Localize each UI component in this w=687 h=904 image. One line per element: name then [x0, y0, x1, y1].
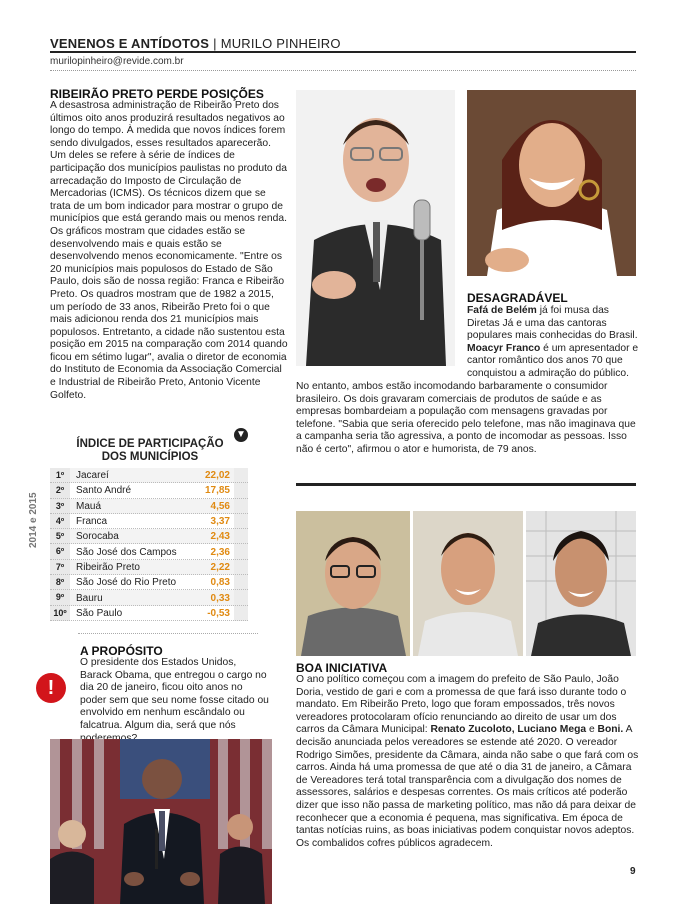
obama-photo	[50, 739, 272, 904]
rank-position: 9º	[50, 590, 70, 605]
header-rule	[50, 51, 636, 53]
page-number: 9	[630, 866, 636, 877]
participation-value: 17,85	[204, 485, 230, 497]
table-row	[50, 468, 248, 483]
exclamation-icon: !	[36, 673, 66, 703]
desagradavel-text-intro	[467, 305, 639, 381]
desagradavel-text-body: No entanto, ambos estão incomodando barbaramente o consumidor brasileiro. Os dois gravaram comerciais de produtos de saúde e as empresas bombardeiam a população com mensagens gravadas por telefone. "Sabia que seria oferecido pelo telefone, mas não imaginava que a campanha seria tão agressiva, a ponto de incomodar as pessoas. Isso não é certo", afirmou o ator e humorista, de 79 anos.	[296, 381, 636, 455]
rank-position: 5º	[50, 529, 70, 544]
ranking-table	[50, 468, 248, 621]
header-separator: |	[213, 36, 217, 51]
article-title-ribeirao: RIBEIRÃO PRETO PERDE POSIÇÕES	[50, 87, 264, 101]
municipality-name: Sorocaba	[76, 531, 119, 543]
table-row	[50, 544, 248, 559]
aproposito-text: O presidente dos Estados Unidos, Barack Obama, que entregou o cargo no dia 20 de janeiro, ficou oito anos no poder sem que seu nome fosse citado ou envolvido em nenhum escândalo ou falcatrua. Algum dia, será que nós	[80, 657, 269, 731]
author-name: MURILO PINHEIRO	[220, 36, 341, 51]
participation-value: 22,02	[204, 470, 230, 482]
column-title: VENENOS E ANTÍDOTOS	[50, 36, 210, 51]
names-conjunction: e	[586, 724, 598, 736]
vereador-last-name: Boni.	[597, 724, 624, 736]
table-row	[50, 575, 248, 590]
participation-value: 2,43	[210, 531, 230, 543]
header-dotted-divider	[50, 70, 636, 71]
table-row	[50, 560, 248, 575]
moacyr-description: é um apresentador e cantor romântico dos anos 70 que conquistou a admiração do público.	[467, 342, 639, 379]
table-row	[50, 499, 248, 514]
table-row	[50, 590, 248, 605]
moacyr-franco-photo	[296, 90, 455, 366]
arrow-down-icon: ▼	[234, 428, 248, 442]
column-header	[50, 36, 341, 51]
table-title-line-2: DOS MUNICÍPIOS	[101, 451, 199, 463]
aproposito-title: A PROPÓSITO	[80, 644, 163, 658]
rank-position: 3º	[50, 499, 70, 514]
boa-text-part-b: A decisão anunciada pelos vereadores se estende até 2020. O vereador Rodrigo Simões, presidente da Câmara, ainda não sabe o que fará com os carros. Ainda há uma promessa de que até o dia 31 de janeiro, a Câmara de Vereadores terá total transparência com a divulgação dos nomes de assessores, salários e despesas correntes. Os mais críticos até poderão dizer que isso não passa de marketing político, mas não dá para deixar de reconhecer que a economia é pequena, mas significativa. Em época de tantas notícias ruins, as boas iniciativas podem conquistar novos adeptos. Os combalidos cofres públicos agradecem.	[296, 724, 639, 849]
participation-value: 3,37	[210, 516, 230, 528]
municipality-name: Mauá	[76, 500, 102, 512]
table-row	[50, 529, 248, 544]
rank-position: 2º	[50, 483, 70, 498]
participation-value: 4,56	[210, 500, 230, 512]
participation-value: 2,36	[210, 546, 230, 558]
moacyr-name: Moacyr Franco	[467, 342, 541, 354]
participation-value: 2,22	[210, 561, 230, 573]
municipality-name: São Paulo	[76, 607, 123, 619]
article-text-ribeirao: A desastrosa administração de Ribeirão Preto dos últimos oito anos produzirá resultados negativos ao longo do tempo. À medida que novos índices forem sendo divulgados, esses resultados aparecerão. Um deles se refere à série de índices de participação dos municípios paulistas no produto da arrecadação do Imposto de Circulação de Mercadorias (ICMS). Os técnicos dizem que se trata de um bom indicador para mostrar o grupo de municípios que está gerando mais ou menos renda. Os gráficos mostram que cidades estão se desenvolvendo mais e quais estão se desenvolvendo menos economicamente. "Entre os 20 municípios mais populosos do Estado de São Paulo, dois são de nossa região: Franca e Ribeirão Preto. Os quadros mostram que de 1982 a 2015, um período de 33 anos, Ribeirão Preto foi o que mais adicionou renda dos 21 municípios mais populosos. Entretanto, a cidade não sustentou esta posição em 2015 na comparação com 2014 quando ficou em sétimo lugar", avalia o diretor de economia do Instituto de Economia da Associação Comercial e Industrial de Ribeirão Preto, Antonio Vicente Golfeto.	[50, 100, 288, 401]
section-divider	[296, 483, 636, 486]
rank-position: 7º	[50, 560, 70, 575]
boa-iniciativa-title: BOA INICIATIVA	[296, 661, 388, 675]
luciano-mega-photo	[413, 511, 523, 656]
participation-value: 0,83	[210, 577, 230, 589]
table-period-label: 2014 e 2015	[28, 492, 39, 548]
renato-zucoloto-photo	[296, 511, 410, 656]
participation-value: 0,33	[210, 592, 230, 604]
aproposito-divider	[78, 633, 258, 634]
boni-photo	[526, 511, 636, 656]
author-email[interactable]: murilopinheiro@revide.com.br	[50, 56, 184, 67]
fafa-name: Fafá de Belém	[467, 305, 537, 316]
vereadores-names: Renato Zucoloto, Luciano Mega	[430, 724, 587, 736]
table-row	[50, 606, 248, 621]
rank-position: 4º	[50, 514, 70, 529]
rank-position: 10º	[50, 606, 70, 621]
fafa-description: já foi musa das Diretas Já e uma das cantoras populares mais conhecidas do Brasil.	[467, 305, 638, 342]
table-row	[50, 514, 248, 529]
boa-text-part-a: O ano político começou com a imagem do prefeito de São Paulo, João Doria, vestido de gari e com a promessa de que fará isso durante todo o mandato. Em Ribeirão Preto, logo que foram empossados, três novos vereadores protocolaram ofício renunciando ao direito de usar um dos carros da Câmara Municipal:	[296, 674, 627, 736]
rank-position: 8º	[50, 575, 70, 590]
municipality-name: Ribeirão Preto	[76, 561, 140, 573]
rank-position: 1º	[50, 468, 70, 483]
municipality-name: Santo André	[76, 485, 132, 497]
desagradavel-title: DESAGRADÁVEL	[467, 291, 568, 305]
table-title	[70, 438, 230, 464]
municipality-name: Franca	[76, 516, 108, 528]
municipality-name: Bauru	[76, 592, 103, 604]
municipality-name: São José dos Campos	[76, 546, 177, 558]
boa-iniciativa-text	[296, 674, 640, 850]
rank-position: 6º	[50, 544, 70, 559]
municipality-name: Jacareí	[76, 470, 109, 482]
table-row	[50, 483, 248, 498]
fafa-de-belem-photo	[467, 90, 636, 276]
table-title-line-1: ÍNDICE DE PARTICIPAÇÃO	[76, 438, 224, 450]
participation-value: -0,53	[207, 607, 230, 619]
municipality-name: São José do Rio Preto	[76, 577, 177, 589]
